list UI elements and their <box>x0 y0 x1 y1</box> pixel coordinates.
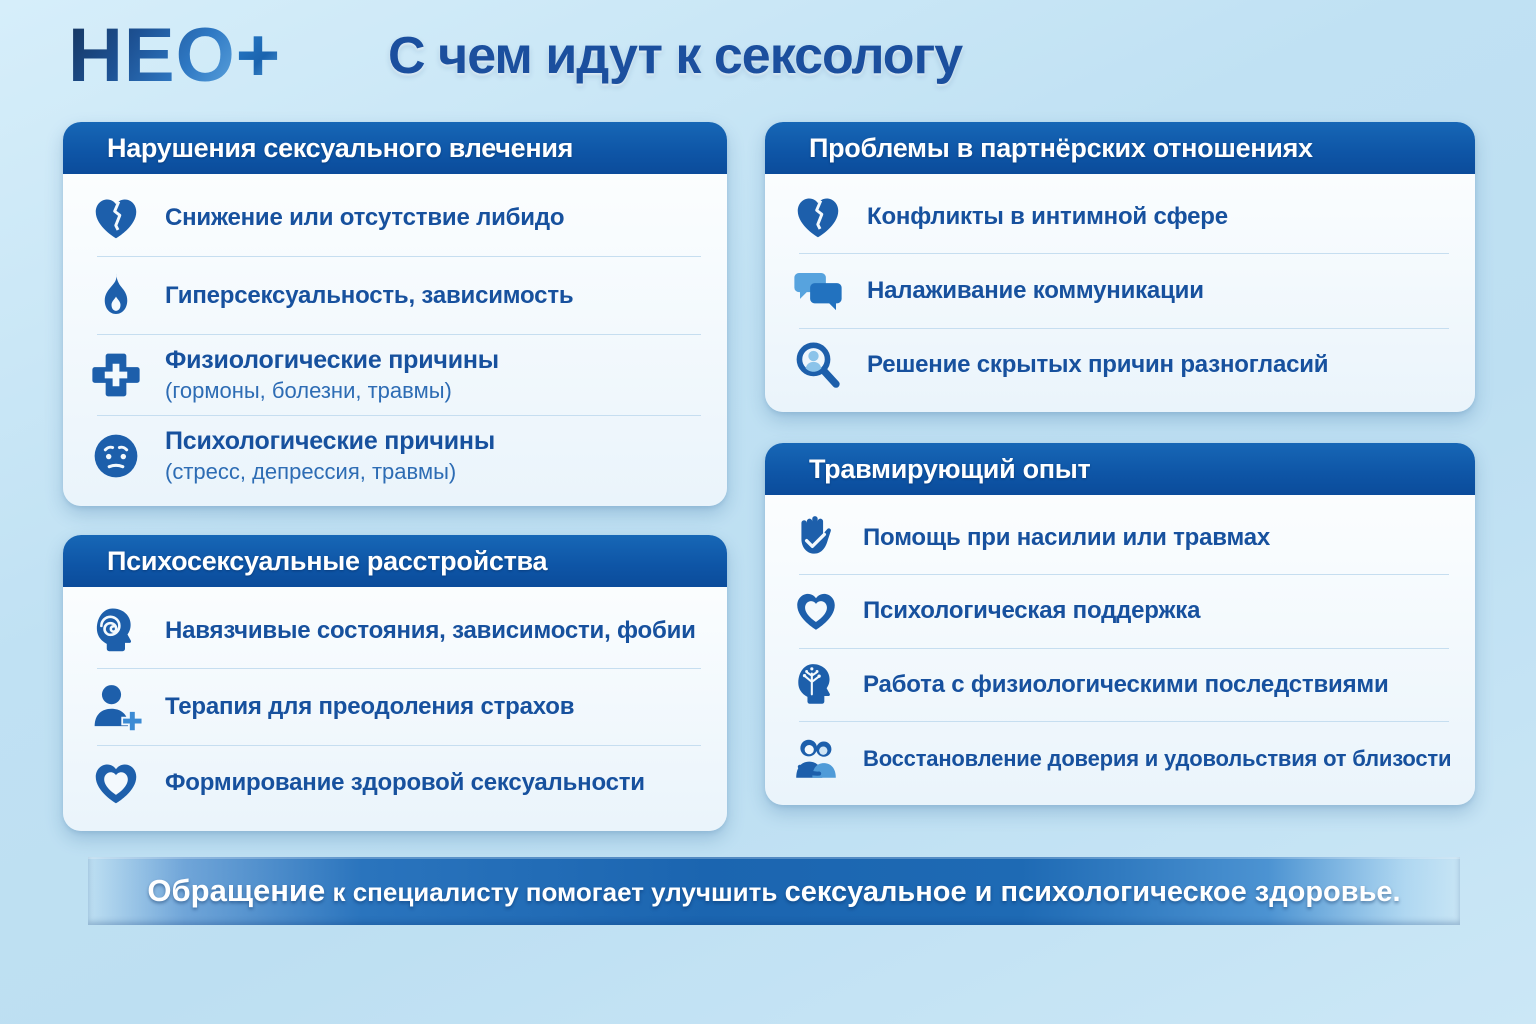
card-header: Психосексуальные расстройства <box>63 535 727 587</box>
card-body <box>63 587 727 831</box>
heart-support-icon <box>791 586 841 636</box>
list-item <box>89 680 709 734</box>
divider <box>799 721 1449 722</box>
item-label: Психологическая поддержка <box>863 597 1201 625</box>
item-label: Помощь при насилии или травмах <box>863 523 1271 551</box>
list-item <box>89 604 709 658</box>
divider <box>97 668 701 669</box>
card-partner-relationship-problems <box>765 122 1475 412</box>
footer-text-regular: к специалисту помогает улучшить <box>325 877 785 907</box>
item-sublabel: (стресс, депрессия, травмы) <box>165 458 457 484</box>
item-sublabel: (гормоны, болезни, травмы) <box>165 377 452 403</box>
hand-check-icon <box>791 512 841 562</box>
item-label: Гиперсексуальность, зависимость <box>165 281 574 309</box>
footer-text <box>147 873 1400 909</box>
magnifier-head-icon <box>791 338 845 392</box>
divider <box>97 256 701 257</box>
logo-text: НЕО <box>68 13 236 98</box>
person-plus-icon <box>89 680 143 734</box>
card-header: Проблемы в партнёрских отношениях <box>765 122 1475 174</box>
footer-text-emphasis: сексуальное и психологическое здоровье. <box>784 876 1401 908</box>
broken-heart-icon <box>89 191 143 245</box>
item-label: Снижение или отсутствие либидо <box>165 204 565 232</box>
divider <box>799 328 1449 329</box>
worried-face-icon <box>89 429 143 483</box>
divider <box>799 648 1449 649</box>
logo-plus-icon: + <box>235 13 282 98</box>
item-label: Работа с физиологическими последствиями <box>863 671 1389 699</box>
list-item <box>791 734 1457 784</box>
list-item <box>791 512 1457 562</box>
head-spiral-icon <box>89 604 143 658</box>
heart-in-heart-icon <box>89 756 143 810</box>
card-psychosexual-disorders <box>63 535 727 831</box>
footer-text-emphasis: Обращение <box>147 873 326 908</box>
list-item <box>89 756 709 810</box>
divider <box>97 745 701 746</box>
item-label: Конфликты в интимной сфере <box>867 202 1228 230</box>
card-body <box>765 495 1475 805</box>
card-body <box>63 174 727 506</box>
list-item <box>89 427 709 485</box>
item-label: Формирование здоровой сексуальности <box>165 769 645 797</box>
list-item <box>89 269 709 323</box>
list-item <box>791 190 1457 244</box>
chat-bubbles-icon <box>791 264 845 318</box>
item-label: Навязчивые состояния, зависимости, фобии <box>165 616 696 644</box>
flame-icon <box>89 269 143 323</box>
page-title: С чем идут к сексологу <box>388 27 963 85</box>
card-header: Травмирующий опыт <box>765 443 1475 495</box>
card-body <box>765 174 1475 412</box>
list-item <box>791 264 1457 318</box>
card-header: Нарушения сексуального влечения <box>63 122 727 174</box>
list-item <box>89 346 709 404</box>
people-hug-icon <box>791 734 841 784</box>
card-sexual-desire-disorders <box>63 122 727 506</box>
head-tree-icon <box>791 660 841 710</box>
item-label: Решение скрытых причин разногласий <box>867 351 1329 379</box>
list-item <box>791 338 1457 392</box>
list-item <box>791 586 1457 636</box>
divider <box>799 253 1449 254</box>
divider <box>97 415 701 416</box>
neo-plus-logo <box>68 13 282 98</box>
divider <box>799 574 1449 575</box>
item-label: Терапия для преодоления страхов <box>165 693 575 721</box>
broken-heart-icon <box>791 190 845 244</box>
card-traumatic-experience <box>765 443 1475 805</box>
item-label: Налаживание коммуникации <box>867 277 1204 305</box>
divider <box>97 334 701 335</box>
list-item <box>791 660 1457 710</box>
list-item <box>89 191 709 245</box>
item-label: Психологические причины <box>165 427 495 456</box>
footer-banner <box>88 857 1460 925</box>
item-label: Физиологические причины <box>165 345 499 374</box>
medical-cross-icon <box>89 348 143 402</box>
item-label: Восстановление доверия и удовольствия от близости <box>863 745 1452 771</box>
